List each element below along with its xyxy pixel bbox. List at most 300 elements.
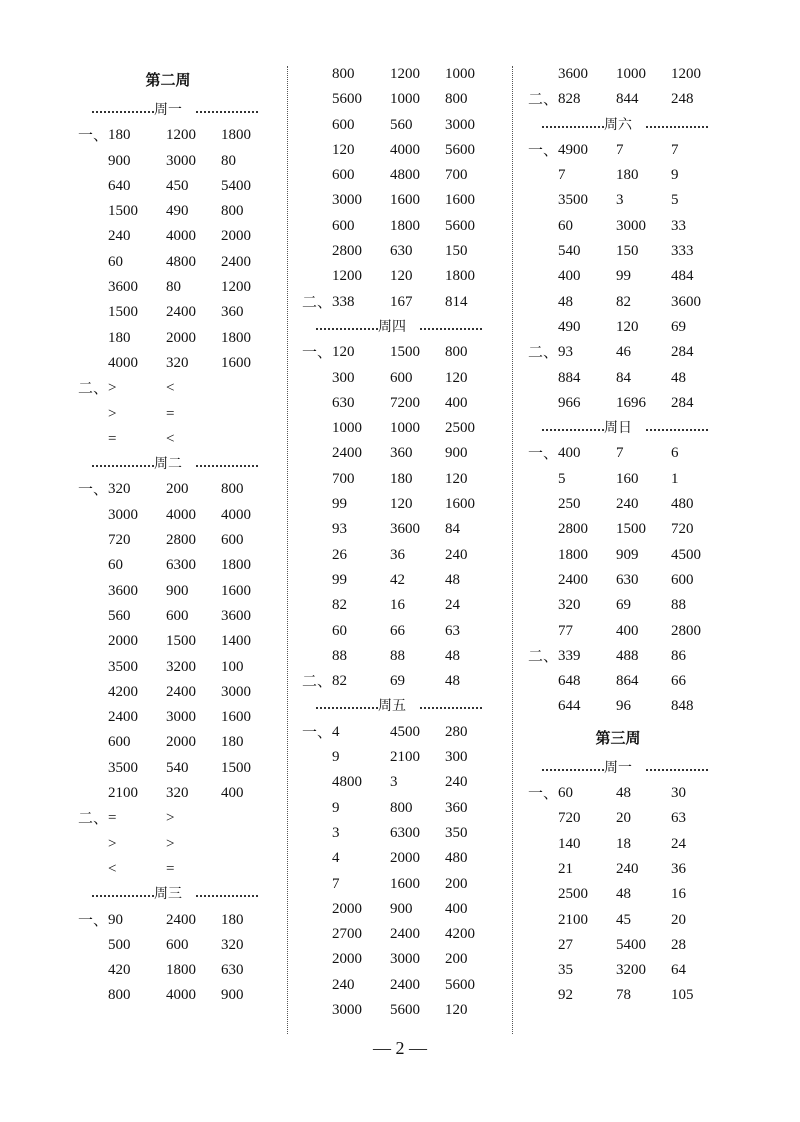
answer-cell: 84 [445,521,460,538]
answer-row [528,163,718,188]
answer-row [528,882,718,907]
answer-cell: 864 [616,673,639,690]
section-marker: 二、 [78,809,109,828]
answer-cell: 4800 [332,774,362,791]
answer-cell: 240 [616,496,639,513]
answer-cell: 400 [558,268,581,285]
answer-cell: 3000 [221,683,251,700]
answer-cell: 96 [616,698,631,715]
answer-cell: 3000 [166,152,196,169]
answer-cell: 828 [558,91,581,108]
answer-row [78,427,268,452]
answer-cell: 2000 [332,951,362,968]
answer-row [78,655,268,680]
answer-cell: 1000 [390,420,420,437]
answer-cell: 3000 [108,506,138,523]
answer-row [528,264,718,289]
answer-cell: 99 [616,268,631,285]
answer-cell: 120 [390,496,413,513]
answer-row [302,872,492,897]
answer-cell: 700 [332,470,355,487]
answer-cell: 4 [332,850,340,867]
answer-row [78,326,268,351]
answer-cell: 7 [558,167,566,184]
section-marker: 二、 [528,90,559,109]
day-heading [528,756,708,781]
answer-row [78,123,268,148]
answer-row [302,264,492,289]
answer-cell: 2800 [558,521,588,538]
answer-row [302,619,492,644]
answer-row [528,441,718,466]
answer-cell: 648 [558,673,581,690]
answer-cell: 800 [390,799,413,816]
answer-cell: 2100 [108,785,138,802]
answer-cell: 2400 [390,976,420,993]
answer-cell: 333 [671,243,694,260]
day-heading [302,694,482,719]
answer-row [528,391,718,416]
answer-cell: 84 [616,369,631,386]
answer-cell: 600 [671,571,694,588]
answer-row [528,87,718,112]
answer-cell: 77 [558,622,573,639]
answer-cell: 240 [332,976,355,993]
answer-cell: 63 [671,810,686,827]
answer-cell: 360 [445,799,468,816]
answer-cell: 360 [390,445,413,462]
answer-cell: 540 [166,759,189,776]
answer-cell: 86 [671,647,686,664]
answer-cell: 82 [332,673,347,690]
answer-cell: 284 [671,344,694,361]
day-heading [302,315,482,340]
answer-cell: 48 [445,673,460,690]
answer-cell: 1800 [445,268,475,285]
answer-cell: 1800 [390,217,420,234]
answer-row [302,163,492,188]
answer-cell: 80 [221,152,236,169]
answer-cell: 720 [558,810,581,827]
answer-cell: 2400 [166,304,196,321]
answer-cell: 280 [445,723,468,740]
answer-cell: 24 [445,597,460,614]
answer-cell: 4500 [390,723,420,740]
answer-cell: 42 [390,571,405,588]
answer-row [302,492,492,517]
answer-cell: 4000 [166,506,196,523]
answer-cell: 900 [108,152,131,169]
answer-cell: 5600 [445,976,475,993]
answer-cell: 1800 [221,329,251,346]
answer-cell: 48 [558,293,573,310]
answer-row [528,366,718,391]
section-marker: 一、 [528,784,559,803]
answer-cell: 180 [390,470,413,487]
answer-cell: 33 [671,217,686,234]
day-heading [78,452,258,477]
answer-cell: 48 [445,647,460,664]
answer-column-2 [302,62,492,1023]
answer-cell: 7 [616,141,624,158]
answer-cell: 400 [445,394,468,411]
section-marker: 一、 [78,480,109,499]
answer-row [528,290,718,315]
answer-cell: 18 [616,835,631,852]
answer-cell: 3000 [332,192,362,209]
answer-row [528,543,718,568]
answer-cell: 3000 [166,709,196,726]
dotted-leader [316,707,378,709]
answer-cell: 93 [558,344,573,361]
answer-cell: 9 [332,749,340,766]
answer-row [302,416,492,441]
answer-cell: 848 [671,698,694,715]
answer-cell: 2800 [332,243,362,260]
answer-cell: 1600 [445,496,475,513]
answer-row [528,138,718,163]
answer-cell: < [108,860,117,877]
answer-cell: 1600 [390,192,420,209]
answer-row [528,593,718,618]
answer-cell: 21 [558,860,573,877]
answer-cell: 248 [671,91,694,108]
answer-cell: 500 [108,936,131,953]
answer-row [302,644,492,669]
answer-cell: 200 [166,481,189,498]
answer-cell: 540 [558,243,581,260]
answer-cell: 80 [166,279,181,296]
answer-cell: 814 [445,293,468,310]
answer-cell: 180 [108,127,131,144]
answer-cell: 4000 [390,141,420,158]
answer-cell: 4900 [558,141,588,158]
answer-cell: 1600 [221,354,251,371]
answer-row [78,250,268,275]
answer-cell: 1600 [221,582,251,599]
answer-cell: 420 [108,962,131,979]
answer-cell: 1800 [221,557,251,574]
answer-cell: 2000 [166,734,196,751]
answer-cell: = [166,405,175,422]
answer-cell: 644 [558,698,581,715]
answer-cell: 3600 [108,582,138,599]
answer-cell: 120 [332,344,355,361]
answer-cell: 400 [221,785,244,802]
answer-row [302,998,492,1023]
section-marker: 一、 [78,126,109,145]
answer-cell: 1200 [221,279,251,296]
answer-cell: 600 [332,167,355,184]
answer-cell: 1800 [558,546,588,563]
answer-row [302,897,492,922]
dotted-leader [196,111,258,113]
answer-row [528,933,718,958]
answer-cell: 150 [445,243,468,260]
answer-cell: 27 [558,936,573,953]
answer-cell: 720 [671,521,694,538]
answer-cell: 150 [616,243,639,260]
answer-cell: 640 [108,177,131,194]
answer-row [78,477,268,502]
answer-cell: 240 [616,860,639,877]
answer-cell: 3500 [558,192,588,209]
answer-cell: 1400 [221,633,251,650]
answer-row [302,113,492,138]
answer-row [78,705,268,730]
answer-column-3 [528,62,718,1009]
answer-row [528,832,718,857]
section-marker: 二、 [302,672,333,691]
answer-cell: 4200 [108,683,138,700]
answer-cell: 60 [108,557,123,574]
answer-cell: 320 [221,936,244,953]
answer-cell: 2100 [558,911,588,928]
dotted-leader [196,465,258,467]
answer-cell: 4000 [166,228,196,245]
answer-cell: 240 [445,546,468,563]
answer-cell: 400 [616,622,639,639]
answer-column-1 [78,62,268,1009]
section-marker: 二、 [302,292,333,311]
answer-cell: 1 [671,470,679,487]
answer-cell: 2100 [390,749,420,766]
answer-cell: 7 [332,875,340,892]
answer-cell: 48 [445,571,460,588]
answer-cell: 284 [671,394,694,411]
answer-cell: 2400 [332,445,362,462]
answer-row [302,517,492,542]
answer-cell: 320 [166,354,189,371]
answer-cell: 35 [558,962,573,979]
answer-cell: 78 [616,987,631,1004]
answer-cell: 2000 [390,850,420,867]
answer-cell: 490 [166,203,189,220]
answer-cell: 2400 [558,571,588,588]
answer-cell: 2500 [558,886,588,903]
day-label: 周日 [604,420,632,437]
answer-row [302,720,492,745]
answer-cell: 630 [221,962,244,979]
answer-cell: 64 [671,962,686,979]
dotted-leader [542,429,604,431]
answer-cell: 180 [221,911,244,928]
dotted-leader [92,111,154,113]
answer-row [78,680,268,705]
answer-cell: 400 [445,900,468,917]
answer-cell: 5400 [221,177,251,194]
answer-cell: 3600 [221,607,251,624]
answer-row [78,756,268,781]
answer-cell: 844 [616,91,639,108]
answer-cell: 2500 [445,420,475,437]
answer-cell: > [108,835,117,852]
answer-cell: > [166,810,175,827]
week-heading: 第二周 [145,71,191,89]
answer-cell: 7 [671,141,679,158]
answer-cell: 600 [166,607,189,624]
answer-cell: 88 [390,647,405,664]
answer-cell: 1500 [390,344,420,361]
answer-cell: 3200 [616,962,646,979]
dotted-leader [196,895,258,897]
answer-cell: 120 [390,268,413,285]
answer-row [302,188,492,213]
answer-cell: > [108,380,117,397]
answer-cell: 700 [445,167,468,184]
answer-row [78,300,268,325]
answer-cell: 6300 [166,557,196,574]
answer-row [528,694,718,719]
answer-row [302,846,492,871]
day-label: 周三 [154,886,182,903]
answer-row [302,947,492,972]
answer-cell: 900 [390,900,413,917]
answer-cell: 200 [445,875,468,892]
answer-cell: 900 [445,445,468,462]
answer-row [78,351,268,376]
answer-cell: 488 [616,647,639,664]
answer-cell: 4 [332,723,340,740]
answer-cell: 60 [108,253,123,270]
answer-cell: 167 [390,293,413,310]
answer-row [302,593,492,618]
answer-cell: 6300 [390,824,420,841]
answer-cell: 480 [445,850,468,867]
answer-cell: 600 [390,369,413,386]
answer-cell: 300 [445,749,468,766]
answer-cell: 1200 [166,127,196,144]
section-marker: 一、 [302,722,333,741]
answer-cell: 88 [332,647,347,664]
answer-cell: 82 [332,597,347,614]
answer-row [78,376,268,401]
answer-cell: 3600 [558,66,588,82]
answer-cell: 1200 [390,66,420,82]
answer-row [78,553,268,578]
answer-cell: 2400 [166,683,196,700]
answer-row [528,806,718,831]
answer-cell: 9 [332,799,340,816]
answer-cell: 1800 [221,127,251,144]
answer-cell: 2800 [166,532,196,549]
answer-row [78,857,268,882]
answer-cell: 909 [616,546,639,563]
answer-cell: 105 [671,987,694,1004]
answer-cell: 46 [616,344,631,361]
answer-cell: 160 [616,470,639,487]
answer-cell: 69 [390,673,405,690]
answer-cell: 7200 [390,394,420,411]
answer-cell: 1000 [390,91,420,108]
answer-cell: 2000 [332,900,362,917]
answer-row [78,402,268,427]
answer-cell: 1600 [221,709,251,726]
answer-cell: 20 [671,911,686,928]
answer-row [302,239,492,264]
answer-cell: 320 [166,785,189,802]
answer-cell: 1500 [221,759,251,776]
day-heading [78,98,258,123]
answer-row [302,770,492,795]
answer-cell: 600 [332,116,355,133]
answer-row [302,340,492,365]
answer-row [528,857,718,882]
answer-row [302,745,492,770]
answer-cell: 48 [616,785,631,802]
answer-row [78,199,268,224]
answer-row [528,983,718,1008]
answer-row [302,796,492,821]
answer-cell: 3000 [332,1001,362,1018]
answer-row [302,214,492,239]
answer-cell: 120 [332,141,355,158]
answer-row [78,629,268,654]
answer-cell: 1800 [166,962,196,979]
answer-cell: 2400 [108,709,138,726]
answer-cell: 630 [616,571,639,588]
answer-cell: 3600 [390,521,420,538]
dotted-leader [420,328,482,330]
page-number: — 2 — [373,1038,427,1058]
answer-cell: = [108,430,117,447]
answer-cell: 180 [108,329,131,346]
answer-cell: 560 [390,116,413,133]
answer-row [528,568,718,593]
answer-cell: 4500 [671,546,701,563]
answer-cell: 180 [221,734,244,751]
dotted-leader [542,769,604,771]
answer-row [528,214,718,239]
answer-cell: 3000 [445,116,475,133]
answer-cell: 100 [221,658,244,675]
answer-cell: 48 [671,369,686,386]
answer-cell: 45 [616,911,631,928]
dotted-leader [92,895,154,897]
dotted-leader [92,465,154,467]
answer-cell: 630 [332,394,355,411]
answer-row [528,958,718,983]
answer-cell: 24 [671,835,686,852]
answer-cell: 240 [445,774,468,791]
answer-row [528,492,718,517]
answer-cell: 88 [671,597,686,614]
answer-cell: 1000 [332,420,362,437]
answer-row [302,366,492,391]
answer-cell: = [166,860,175,877]
answer-cell: 3 [332,824,340,841]
answer-cell: 250 [558,496,581,513]
answer-row [528,239,718,264]
answer-cell: 600 [108,734,131,751]
answer-row [78,174,268,199]
answer-cell: 2400 [390,926,420,943]
answer-cell: 600 [332,217,355,234]
answer-cell: 9 [671,167,679,184]
dotted-leader [420,707,482,709]
answer-cell: 800 [445,344,468,361]
answer-cell: 48 [616,886,631,903]
day-label: 周四 [378,318,406,335]
answer-cell: 92 [558,987,573,1004]
answer-row [302,922,492,947]
answer-row [78,933,268,958]
answer-cell: 1200 [671,66,701,82]
answer-cell: 180 [616,167,639,184]
answer-cell: 30 [671,785,686,802]
answer-cell: 120 [445,470,468,487]
dotted-leader [316,328,378,330]
